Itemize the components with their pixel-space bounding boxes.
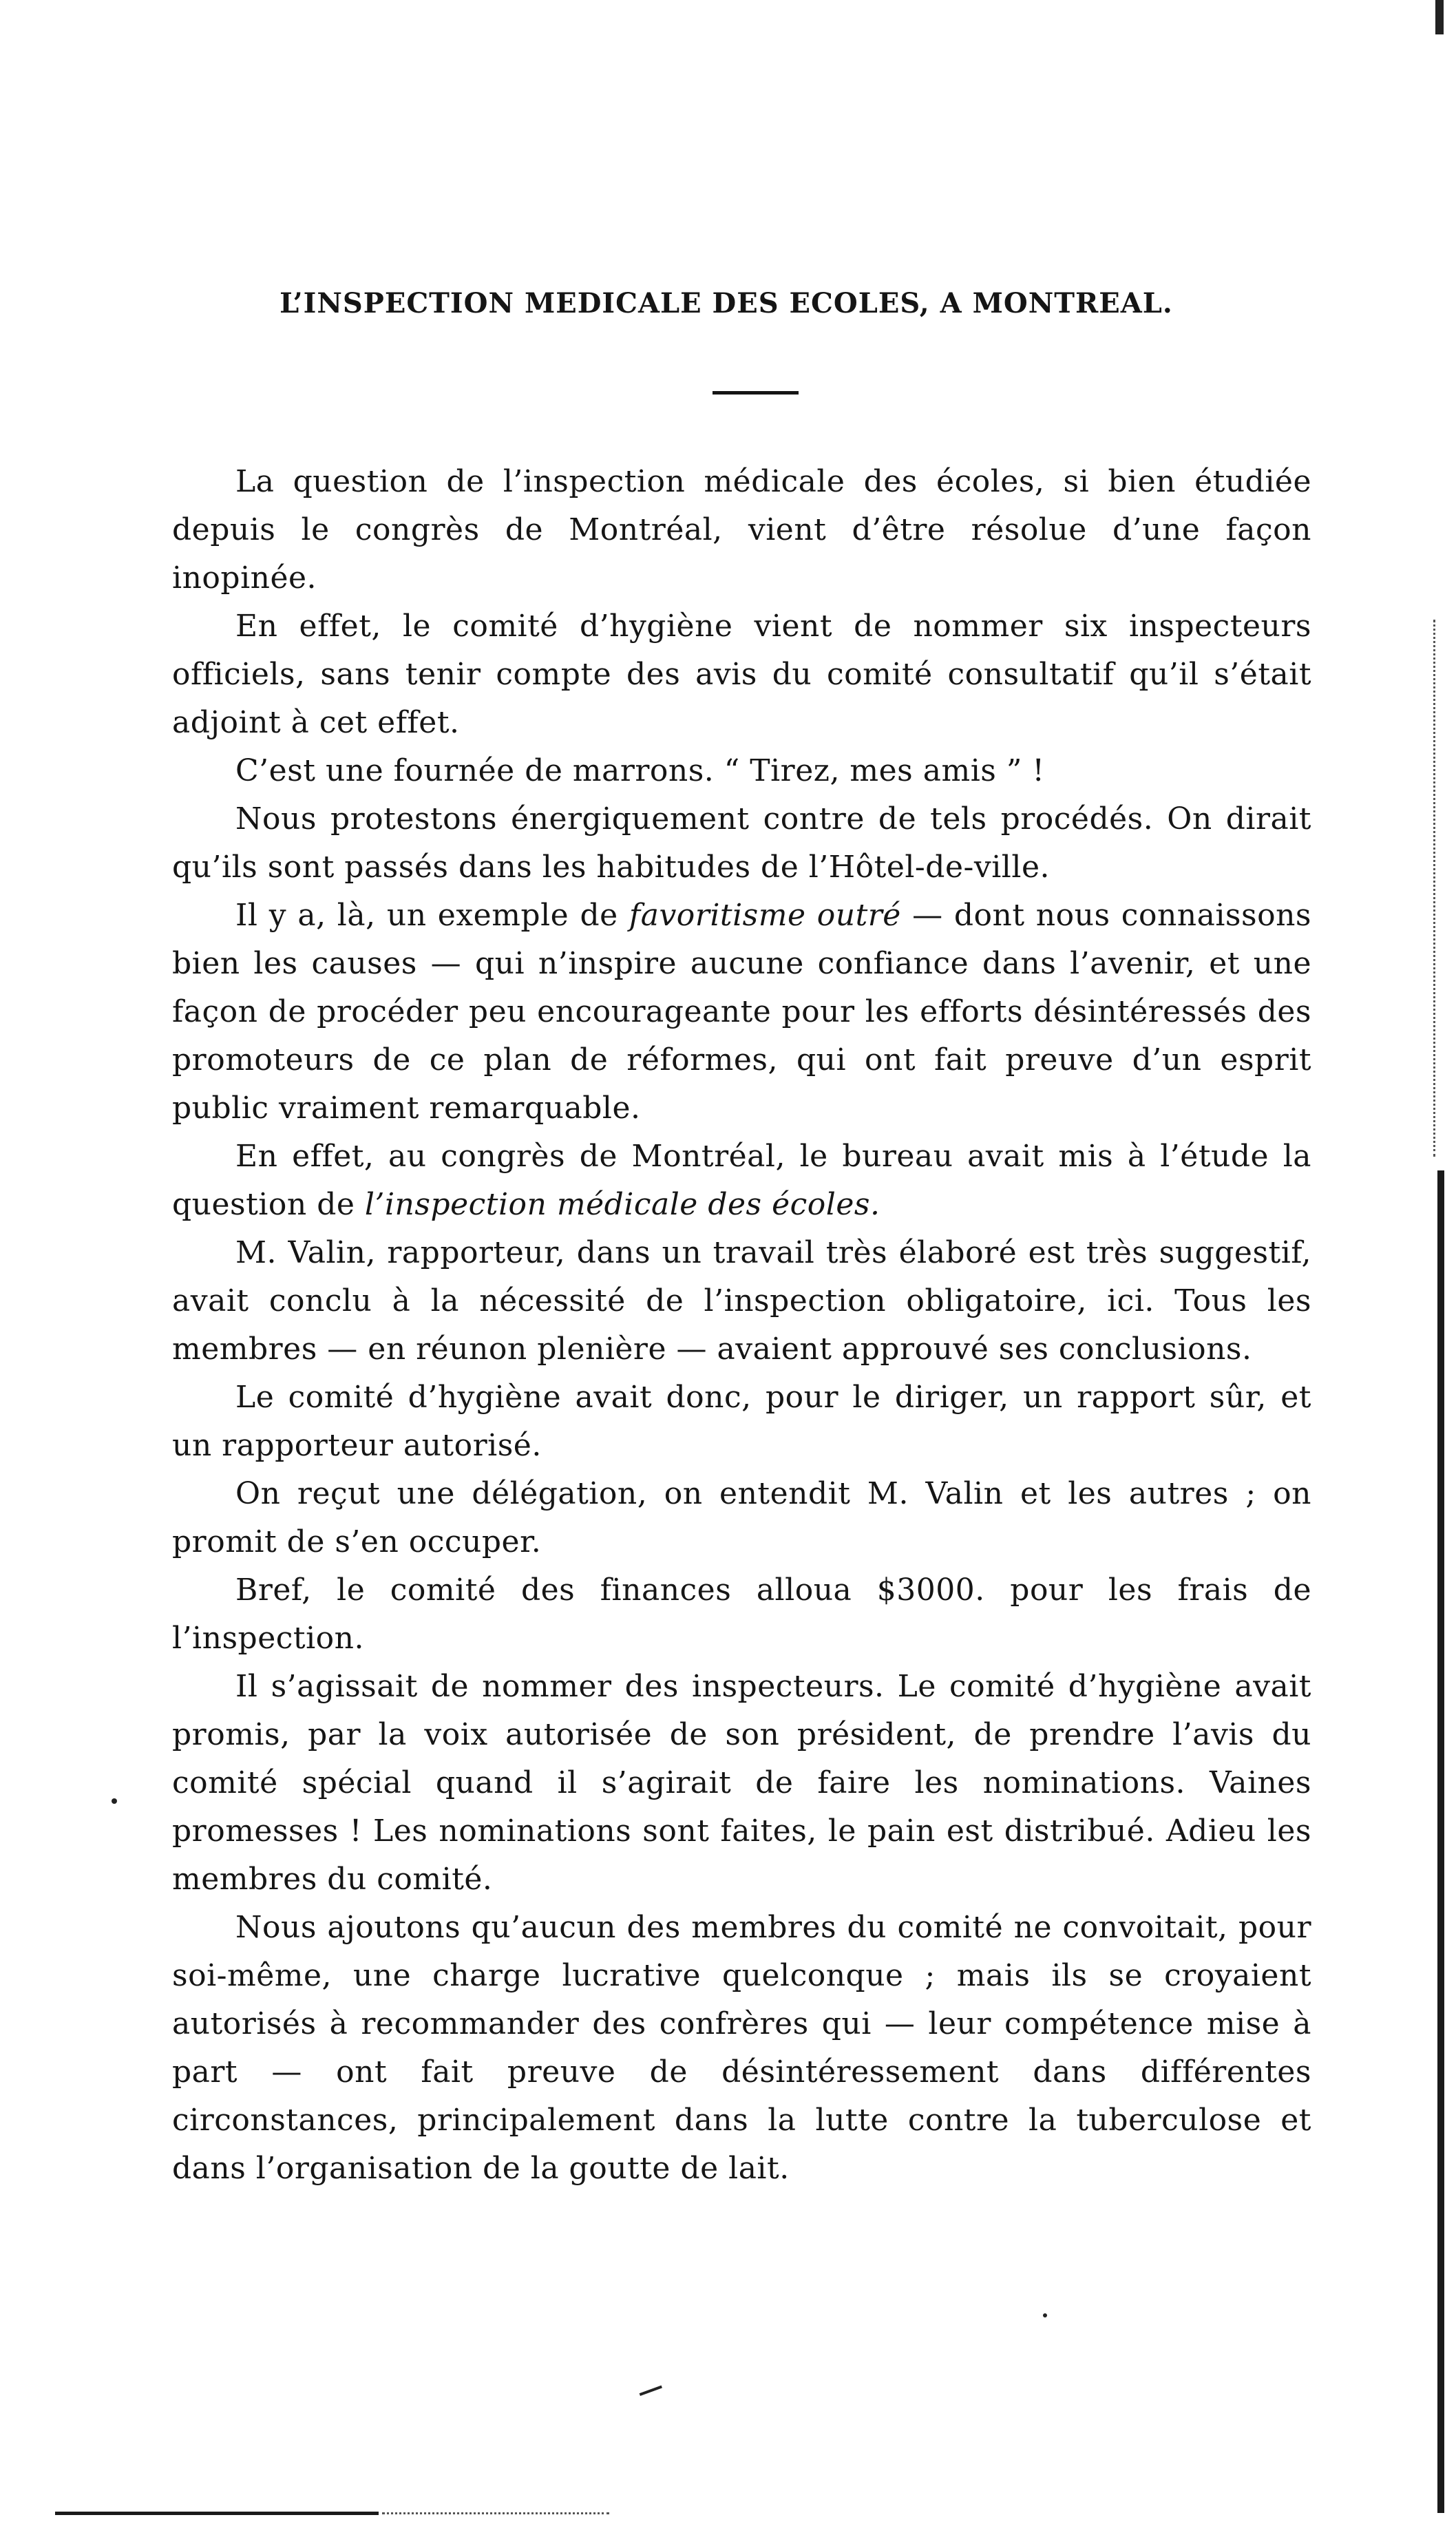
paragraph-9: On reçut une délégation, on entendit M. Valin et les autres ; on promit de s’en occuper. <box>172 1476 1311 1559</box>
paragraph-11: Il s’agissait de nommer des inspecteurs. Le comité d’hygiène avait promis, par la voix autorisée de son président, de prendre l’avis du comité spécial quand il s’agirait de faire les nominations. Vaines promesses ! Les nominations sont faites, le pain est distribué. Adieu les membres du comité. <box>172 1669 1311 1897</box>
title-divider <box>713 391 799 395</box>
paragraph-5-emphasis: favoritisme outré <box>629 898 901 933</box>
paragraph-12: Nous ajoutons qu’aucun des membres du comité ne convoitait, pour soi-même, une charge lucrative quelconque ; mais ils se croyaient autorisés à recommander des confrères qui — leur compétence mise à part — ont fait preuve de désintéressement dans différentes circonstances, principalement dans la lutte contre la tuberculose et dans l’organisation de la goutte de lait. <box>172 1910 1311 2186</box>
paragraph-6-text-start: En effet, au congrès de Montréal, le bureau avait mis à l’étude la question de <box>172 1139 1311 1222</box>
paragraph-3: C’est une fournée de marrons. “ Tirez, mes amis ” ! <box>235 753 1045 788</box>
page-mark <box>640 2386 665 2403</box>
margin-dot <box>112 1798 117 1804</box>
page-title: L’INSPECTION MEDICALE DES ECOLES, A MONTREAL. <box>279 286 1173 319</box>
paragraph-6 <box>172 1133 1311 1229</box>
paragraph-5-text-start: Il y a, là, un exemple de <box>235 898 629 933</box>
article-body <box>172 458 1311 2193</box>
paragraph-5 <box>172 892 1311 1133</box>
paragraph-10: Bref, le comité des finances alloua $3000. pour les frais de l’inspection. <box>172 1573 1311 1656</box>
paragraph-8: Le comité d’hygiène avait donc, pour le diriger, un rapport sûr, et un rapporteur autorisé. <box>172 1380 1311 1463</box>
scan-corner-mark <box>1435 0 1444 34</box>
paragraph-6-emphasis: l’inspection médicale des écoles. <box>364 1187 880 1222</box>
margin-dot <box>1043 2313 1047 2317</box>
scan-bottom-rule <box>55 2512 379 2515</box>
paragraph-5-text-end: — dont nous connaissons bien les causes — qui n’inspire aucune confiance dans l’avenir, et une façon de procéder peu encourageante pour les efforts désintéressés des promoteurs de ce plan de réformes, qui ont fait preuve d’un esprit public vraiment remarquable. <box>172 898 1311 1126</box>
scan-bottom-dots <box>382 2512 609 2514</box>
paragraph-2: En effet, le comité d’hygiène vient de nommer six inspecteurs officiels, sans tenir compte des avis du comité consultatif qu’il s’était adjoint à cet effet. <box>172 609 1311 740</box>
paragraph-7: M. Valin, rapporteur, dans un travail très élaboré est très suggestif, avait conclu à la nécessité de l’inspection obligatoire, ici. Tous les membres — en réunon plenière — avaient approuvé ses conclusions. <box>172 1235 1311 1367</box>
scan-edge-dots <box>1433 620 1437 1157</box>
paragraph-1: La question de l’inspection médicale des écoles, si bien étudiée depuis le congrès de Montréal, vient d’être résolue d’une façon inopinée. <box>172 464 1311 596</box>
scan-edge-shadow <box>1437 1170 1444 2513</box>
paragraph-4: Nous protestons énergiquement contre de tels procédés. On dirait qu’ils sont passés dans les habitudes de l’Hôtel-de-ville. <box>172 801 1311 885</box>
